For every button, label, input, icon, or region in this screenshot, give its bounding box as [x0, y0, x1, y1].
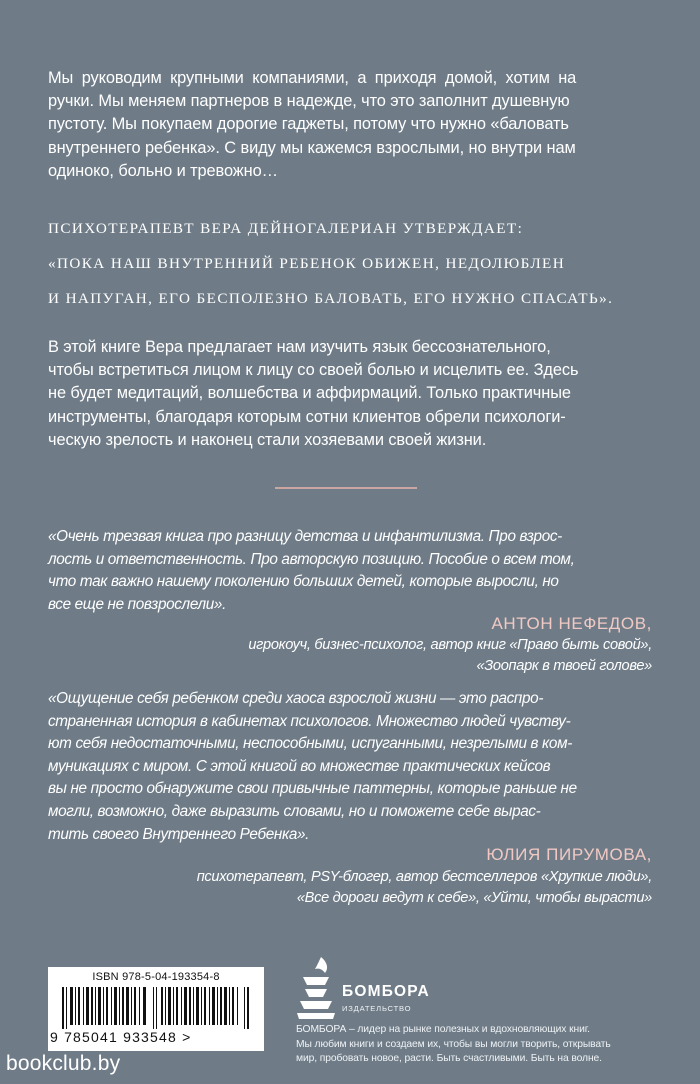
description-line: ческую зрелость и наконец стали хозяевами своей жизни.	[48, 430, 487, 449]
description-line: В этой книге Вера предлагает нам изучить язык бессознательного,	[48, 338, 551, 356]
description-paragraph	[48, 336, 653, 452]
review-1-line: лость и ответственность. Про авторскую позицию. Пособие о всем том,	[48, 550, 575, 568]
review-2-line: вы не просто обнаружите свои привычные паттерны, которые раньше не	[48, 780, 577, 798]
section-divider	[275, 487, 417, 489]
review-2	[48, 688, 653, 846]
barcode-digits: 9 785041 933548 >	[50, 1029, 192, 1045]
review-1-line: «Очень трезвая книга про разницу детства и инфантилизма. Про взрос-	[48, 528, 562, 545]
intro-line: одиноко, больно и тревожно…	[48, 161, 278, 180]
description-line: не будет медитаций, волшебства и аффирмаций. Только практичные	[48, 384, 571, 403]
barcode-icon	[62, 987, 252, 1029]
publisher-line: мир, пробовать новое, расти. Быть счастливыми. Быть на волне.	[296, 1053, 602, 1064]
review-2-line: «Ощущение себя ребенком среди хаоса взрослой жизни — это распро-	[48, 690, 544, 707]
intro-line: пустоту. Мы покупаем дорогие гаджеты, потому что нужно «баловать	[48, 115, 569, 134]
publisher-line: БОМБОРА – лидер на рынке полезных и вдохновляющих книг.	[296, 1024, 590, 1035]
review-1-author-role	[248, 635, 652, 677]
statement-block	[48, 214, 653, 313]
bombora-logo-icon	[295, 955, 337, 1023]
review-2-author-role	[197, 867, 652, 909]
review-1-line: все еще не повзрослели».	[48, 595, 226, 613]
review-2-role-line: психотерапевт, PSY-блогер, автор бестселлеров «Хрупкие люди»,	[196, 869, 652, 885]
review-2-line: страненная история в кабинетах психологов. Множество людей чувству-	[48, 712, 571, 730]
description-line: чтобы встретиться лицом к лицу со своей болью и исцелить ее. Здесь	[48, 361, 579, 380]
publisher-name: БОМБОРА	[342, 983, 430, 1000]
review-1-line: что так важно нашему поколению больших детей, которые выросли, но	[48, 573, 559, 591]
review-1-role-line: игрокоуч, бизнес-психолог, автор книг «Право быть совой»,	[248, 637, 652, 653]
review-2-line: могли, возможно, даже выразить словами, но и поможете себе вырас-	[48, 802, 541, 820]
statement-line: И НАПУГАН, ЕГО БЕСПОЛЕЗНО БАЛОВАТЬ, ЕГО НУЖНО СПАСАТЬ».	[48, 290, 614, 307]
publisher-line: Мы любим книги и создаем их, чтобы вы могли творить, открывать	[296, 1038, 611, 1050]
review-1	[48, 526, 653, 616]
intro-line: Мы руководим крупными компаниями, а приходя домой, хотим на	[48, 69, 577, 87]
publisher-subtitle: ИЗДАТЕЛЬСТВО	[342, 1004, 412, 1013]
intro-paragraph	[48, 67, 653, 183]
watermark-text: bookclub.by	[6, 1052, 121, 1075]
description-line: инструменты, благодаря которым сотни клиентов обрели психологи-	[48, 407, 566, 426]
statement-line: «ПОКА НАШ ВНУТРЕННИЙ РЕБЕНОК ОБИЖЕН, НЕДОЛЮБЛЕН	[48, 255, 566, 272]
review-2-role-line: «Все дороги ведут к себе», «Уйти, чтобы вырасти»	[296, 890, 652, 906]
intro-line: ручки. Мы меняем партнеров в надежде, что это заполнит душевную	[48, 92, 570, 111]
isbn-number: ISBN 978-5-04-193354-8	[92, 971, 220, 983]
review-2-line: муникациях с миром. С этой книгой во множестве практических кейсов	[48, 757, 551, 775]
barcode-panel	[48, 967, 264, 1051]
statement-line: ПСИХОТЕРАПЕВТ ВЕРА ДЕЙНОГАЛЕРИАН УТВЕРЖДАЕТ:	[48, 220, 524, 237]
review-2-line: тить своего Внутреннего Ребенка».	[48, 825, 310, 843]
intro-line: внутреннего ребенка». С виду мы кажемся взрослыми, но внутри нам	[48, 138, 576, 157]
review-2-line: ют себя недостаточными, неспособными, испуганными, незрелыми в ком-	[48, 735, 572, 753]
review-1-role-line: «Зоопарк в твоей голове»	[476, 658, 652, 674]
publisher-description	[296, 1023, 611, 1067]
review-1-author: АНТОН НЕФЕДОВ,	[491, 614, 652, 633]
review-2-author: ЮЛИЯ ПИРУМОВА,	[486, 845, 652, 864]
